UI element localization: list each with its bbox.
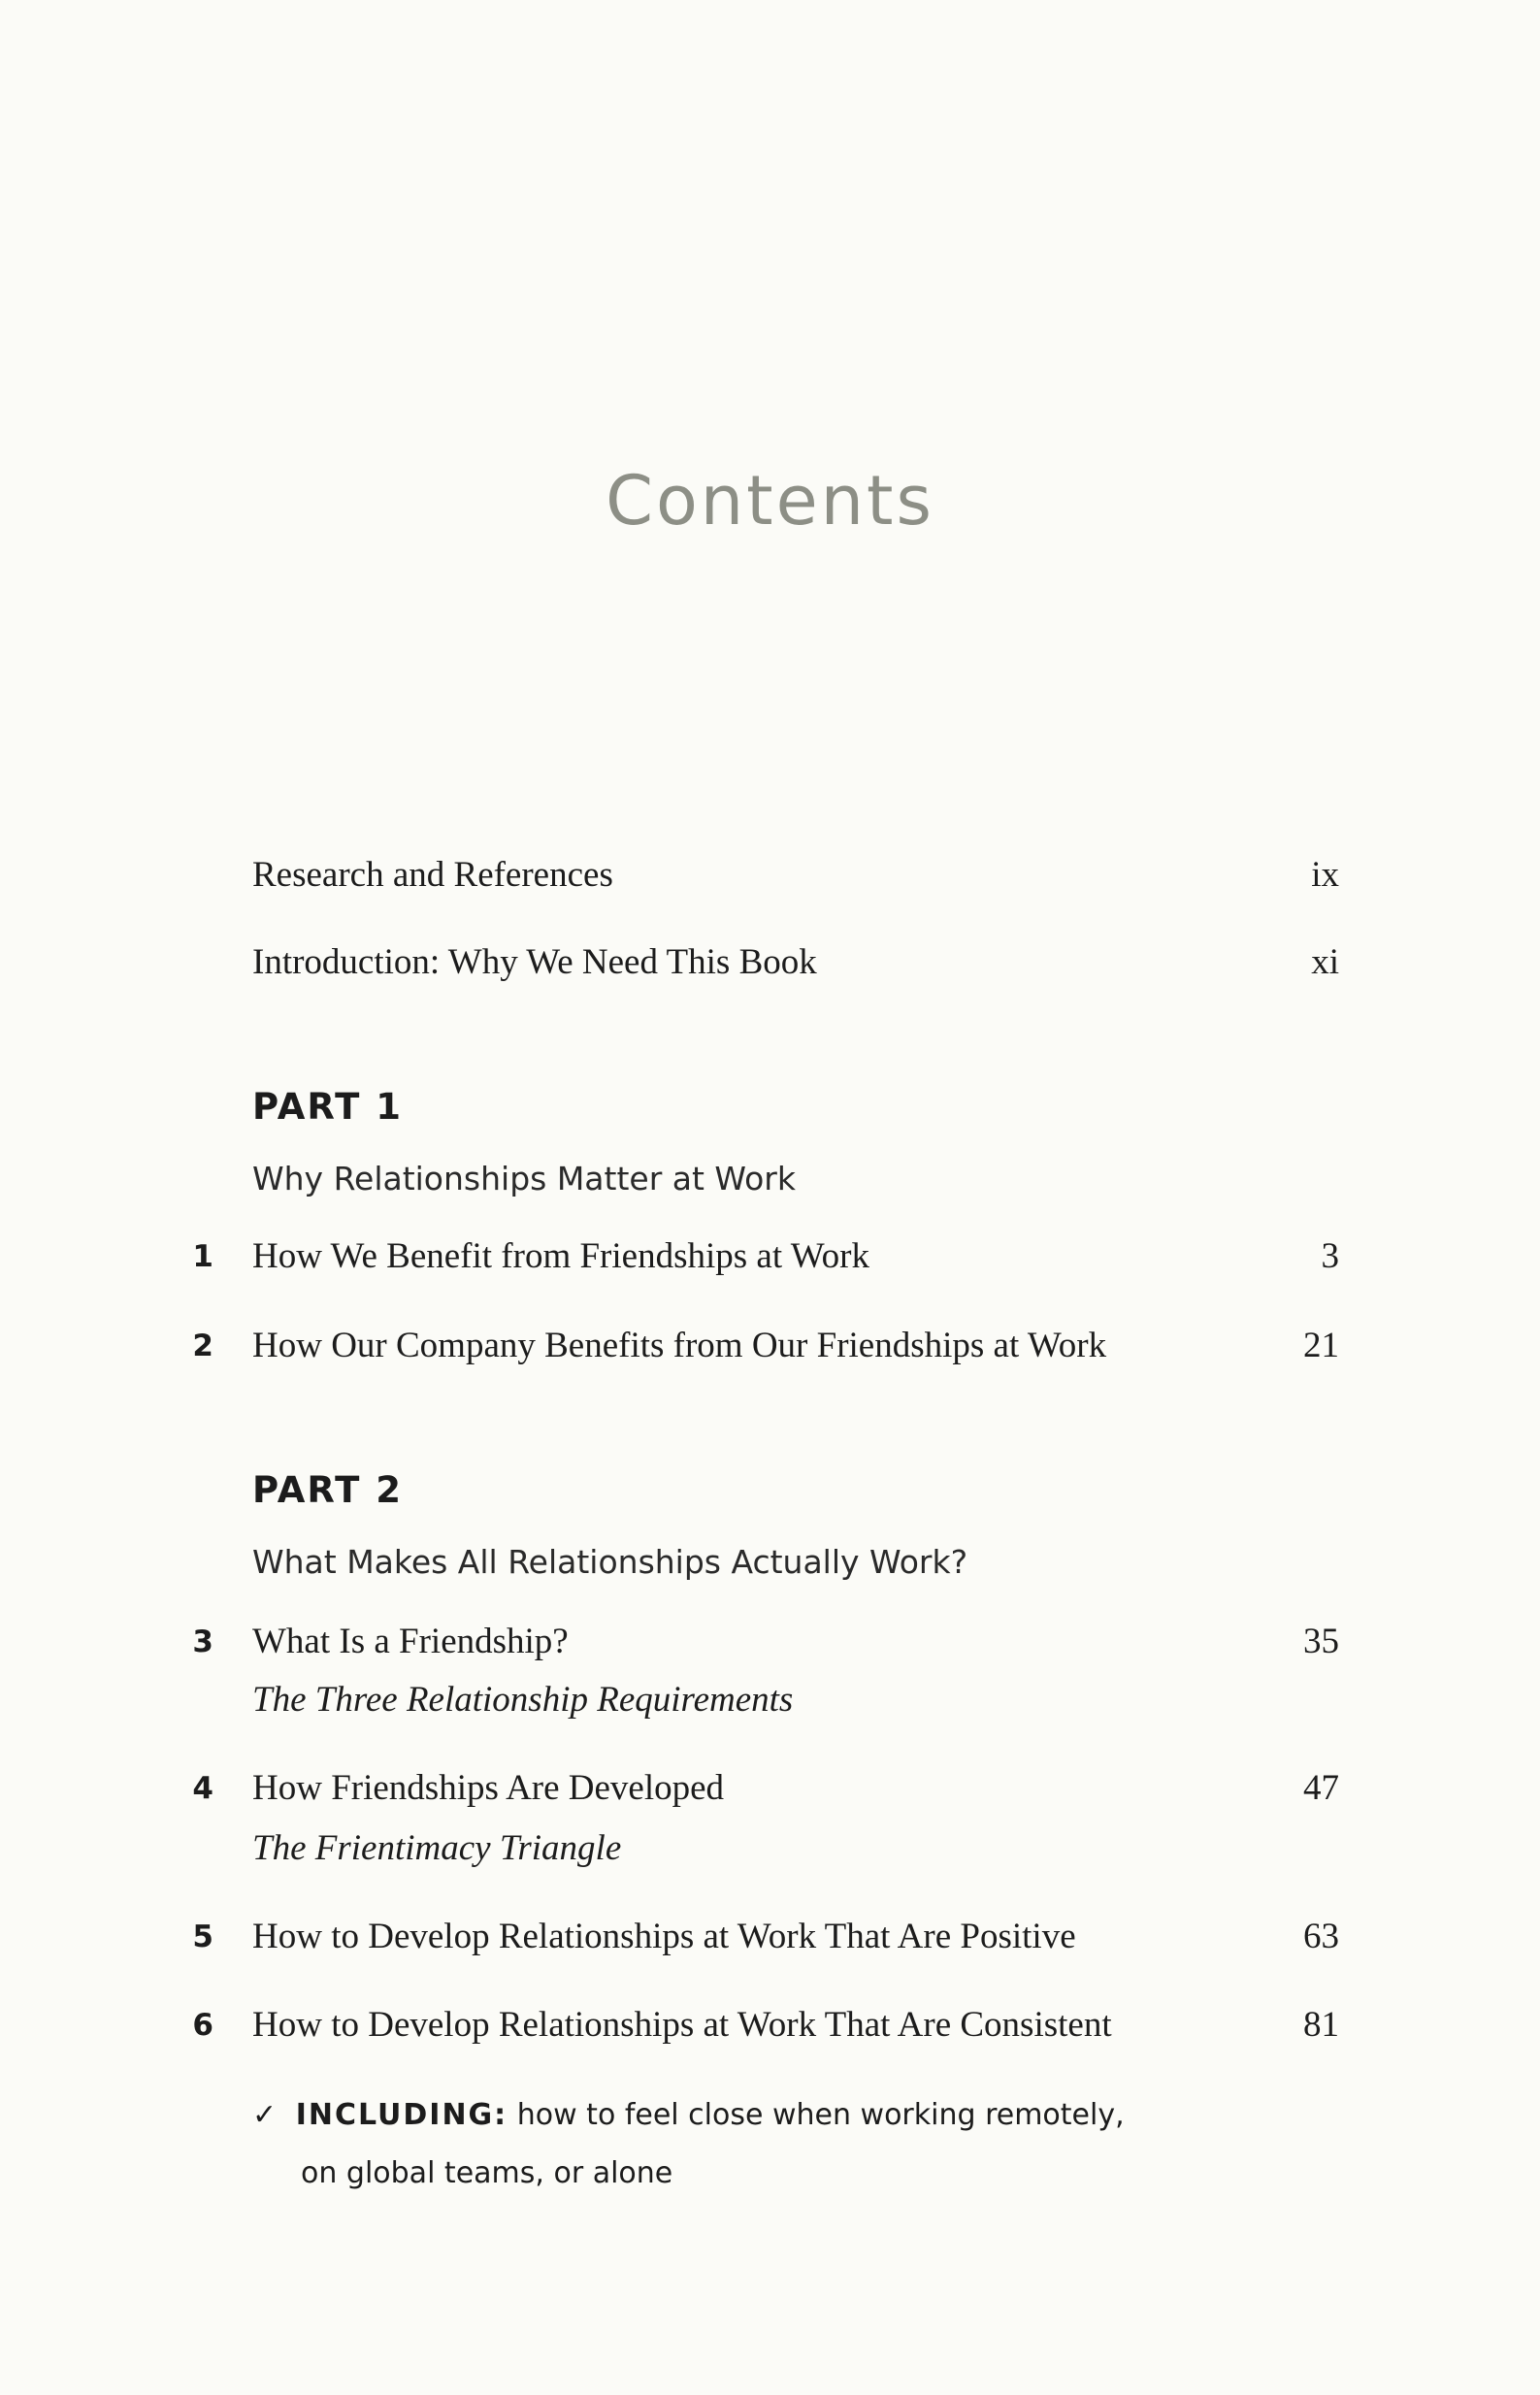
chapter-number: 2 — [192, 1329, 213, 1363]
toc-entry-introduction: Introduction: Why We Need This Book — [252, 942, 817, 982]
chapter-title: How Our Company Benefits from Our Friendships at Work — [252, 1326, 1107, 1365]
part-subtitle: What Makes All Relationships Actually Work? — [252, 1543, 968, 1581]
toc-page-number: xi — [1311, 942, 1339, 982]
toc-page-number: 21 — [1303, 1326, 1339, 1365]
chapter-number: 6 — [192, 2008, 213, 2043]
toc-page-number: 47 — [1303, 1768, 1339, 1808]
toc-page-number: 63 — [1303, 1917, 1339, 1956]
chapter-number: 3 — [192, 1624, 213, 1659]
checkmark-icon: ✓ — [252, 2098, 278, 2132]
chapter-title: How to Develop Relationships at Work That Are Positive — [252, 1917, 1076, 1956]
including-label: INCLUDING: — [295, 2098, 508, 2132]
toc-page-number: ix — [1311, 855, 1339, 895]
page-title: Contents — [606, 461, 934, 541]
chapter-subtitle: The Three Relationship Requirements — [252, 1680, 794, 1720]
chapter-title: What Is a Friendship? — [252, 1622, 569, 1661]
part-heading: PART 1 — [252, 1086, 404, 1128]
part-heading: PART 2 — [252, 1469, 404, 1511]
including-note — [252, 2091, 1125, 2140]
toc-page-number: 35 — [1303, 1622, 1339, 1661]
chapter-subtitle: The Frientimacy Triangle — [252, 1828, 622, 1868]
toc-entry-research: Research and References — [252, 855, 613, 895]
including-text-line2: on global teams, or alone — [301, 2156, 673, 2190]
toc-page-number: 81 — [1303, 2005, 1339, 2045]
chapter-title: How We Benefit from Friendships at Work — [252, 1236, 869, 1276]
toc-page-number: 3 — [1321, 1236, 1339, 1276]
chapter-title: How Friendships Are Developed — [252, 1768, 725, 1808]
including-text: how to feel close when working remotely, — [516, 2098, 1125, 2132]
chapter-number: 4 — [192, 1771, 213, 1806]
chapter-number: 1 — [192, 1239, 213, 1274]
chapter-title: How to Develop Relationships at Work That Are Consistent — [252, 2005, 1112, 2045]
chapter-number: 5 — [192, 1919, 213, 1954]
part-subtitle: Why Relationships Matter at Work — [252, 1160, 796, 1198]
